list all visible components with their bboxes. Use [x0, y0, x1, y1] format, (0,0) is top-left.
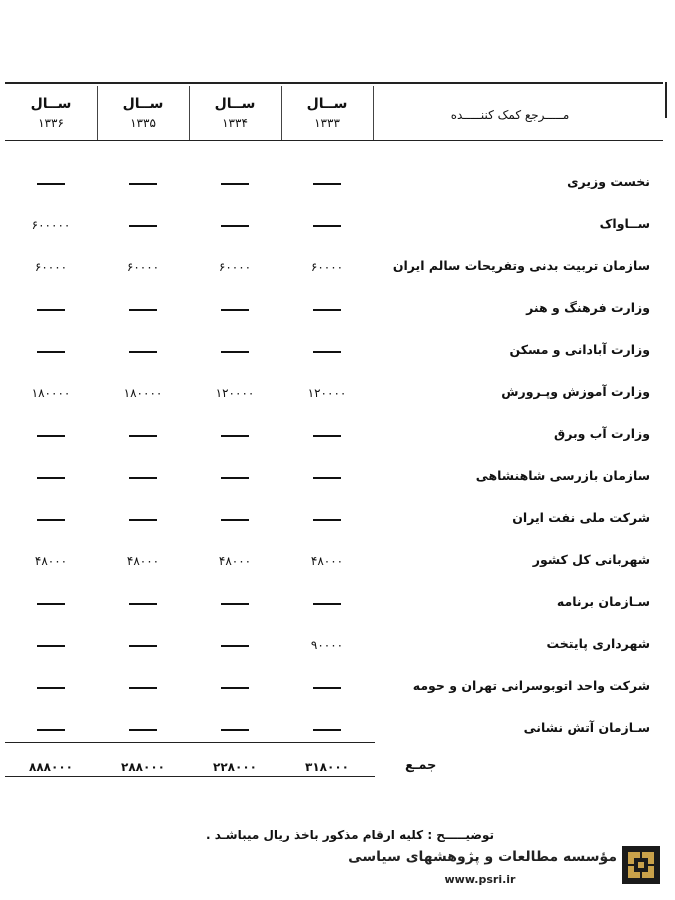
institute-logo-icon	[622, 846, 660, 884]
totals-underline	[5, 776, 375, 777]
empty-value-dash	[189, 176, 281, 190]
total-1335: ۲۸۸۰۰۰	[121, 760, 165, 774]
year-word: ســال	[122, 96, 164, 112]
dash-mark	[313, 225, 341, 227]
source-column-header: مـــــرجع کمک کننـــــده	[450, 108, 570, 122]
amount-cell: ۴۸۰۰۰	[34, 554, 68, 568]
empty-value-dash	[5, 176, 97, 190]
row-label: شهربانی کل کشور	[532, 552, 650, 567]
year-word: ســال	[306, 96, 348, 112]
dash-mark	[313, 309, 341, 311]
row-label: وزارت آموزش وپـرورش	[501, 384, 650, 399]
empty-value-dash	[97, 428, 189, 442]
row-label: نخست وزیری	[567, 174, 650, 189]
dash-mark	[313, 351, 341, 353]
column-divider	[373, 86, 374, 140]
row-label: شرکت واحد اتوبوسرانی تهران و حومه	[412, 678, 650, 693]
empty-value-dash	[97, 638, 189, 652]
year-number: ۱۳۳۴	[222, 116, 248, 130]
amount-cell: ۶۰۰۰۰	[218, 260, 252, 274]
amount-cell: ۱۸۰۰۰۰	[123, 386, 163, 400]
dash-mark	[313, 435, 341, 437]
amount-cell: ۴۸۰۰۰	[126, 554, 160, 568]
row-label: شرکت ملی نفت ایران	[512, 510, 650, 525]
total-1336: ۸۸۸۰۰۰	[29, 760, 73, 774]
total-1333: ۳۱۸۰۰۰	[305, 760, 349, 774]
dash-mark	[221, 645, 249, 647]
amount-cell: ۶۰۰۰۰	[34, 260, 68, 274]
dash-mark	[221, 477, 249, 479]
dash-mark	[313, 603, 341, 605]
dash-mark	[37, 645, 65, 647]
amount-cell: ۶۰۰۰۰	[310, 260, 344, 274]
header-top-rule	[5, 82, 663, 84]
amount-cell: ۱۸۰۰۰۰	[31, 386, 71, 400]
amount-cell: ۱۲۰۰۰۰	[215, 386, 255, 400]
dash-mark	[221, 603, 249, 605]
empty-value-dash	[97, 344, 189, 358]
empty-value-dash	[5, 512, 97, 526]
empty-value-dash	[281, 428, 373, 442]
row-label: شهرداری پایتخت	[546, 636, 650, 651]
total-1334: ۲۲۸۰۰۰	[213, 760, 257, 774]
dash-mark	[129, 309, 157, 311]
empty-value-dash	[97, 596, 189, 610]
empty-value-dash	[281, 218, 373, 232]
dash-mark	[129, 519, 157, 521]
dash-mark	[37, 603, 65, 605]
dash-mark	[37, 183, 65, 185]
dash-mark	[221, 309, 249, 311]
dash-mark	[129, 603, 157, 605]
empty-value-dash	[5, 470, 97, 484]
dash-mark	[221, 225, 249, 227]
dash-mark	[37, 351, 65, 353]
amount-cell: ۹۰۰۰۰	[310, 638, 344, 652]
row-label: وزارت آبادانی و مسکن	[509, 342, 650, 357]
dash-mark	[221, 435, 249, 437]
dash-mark	[37, 309, 65, 311]
dash-mark	[37, 519, 65, 521]
dash-mark	[221, 183, 249, 185]
empty-value-dash	[281, 596, 373, 610]
dash-mark	[129, 687, 157, 689]
empty-value-dash	[189, 680, 281, 694]
empty-value-dash	[281, 512, 373, 526]
amount-cell: ۱۲۰۰۰۰	[307, 386, 347, 400]
dash-mark	[37, 477, 65, 479]
empty-value-dash	[189, 512, 281, 526]
dash-mark	[37, 687, 65, 689]
empty-value-dash	[189, 218, 281, 232]
empty-value-dash	[5, 344, 97, 358]
empty-value-dash	[97, 218, 189, 232]
dash-mark	[37, 729, 65, 731]
dash-mark	[129, 645, 157, 647]
year-number: ۱۳۳۶	[38, 116, 64, 130]
amount-cell: ۶۰۰۰۰	[126, 260, 160, 274]
empty-value-dash	[5, 596, 97, 610]
footnote: توضیـــــح : کلیه ارقام مذکور باخذ ریال میباشـد .	[206, 828, 494, 842]
dash-mark	[129, 435, 157, 437]
empty-value-dash	[189, 428, 281, 442]
year-word: ســال	[214, 96, 256, 112]
amount-cell: ۴۸۰۰۰	[310, 554, 344, 568]
dash-mark	[221, 351, 249, 353]
amount-cell: ۴۸۰۰۰	[218, 554, 252, 568]
empty-value-dash	[189, 596, 281, 610]
dash-mark	[221, 687, 249, 689]
year-number: ۱۳۳۳	[314, 116, 340, 130]
empty-value-dash	[281, 176, 373, 190]
amount-cell: ۶۰۰۰۰۰	[31, 218, 71, 232]
total-label: جمـع	[405, 758, 437, 773]
dash-mark	[129, 477, 157, 479]
dash-mark	[129, 351, 157, 353]
totals-rule	[5, 742, 375, 743]
watermark-url: www.psri.ir	[444, 873, 516, 886]
empty-value-dash	[97, 470, 189, 484]
empty-value-dash	[5, 428, 97, 442]
dash-mark	[221, 729, 249, 731]
empty-value-dash	[189, 638, 281, 652]
dash-mark	[221, 519, 249, 521]
dash-mark	[129, 225, 157, 227]
row-label: وزارت فرهنگ و هنر	[526, 300, 650, 315]
dash-mark	[37, 435, 65, 437]
right-edge-rule	[665, 82, 667, 118]
empty-value-dash	[281, 722, 373, 736]
empty-value-dash	[97, 680, 189, 694]
empty-value-dash	[281, 470, 373, 484]
empty-value-dash	[5, 302, 97, 316]
empty-value-dash	[97, 302, 189, 316]
year-header-1336	[5, 96, 97, 130]
empty-value-dash	[189, 302, 281, 316]
row-label: سـازمان آتش نشانی	[523, 720, 650, 735]
dash-mark	[313, 729, 341, 731]
dash-mark	[313, 183, 341, 185]
empty-value-dash	[189, 344, 281, 358]
header-bottom-rule	[5, 140, 663, 141]
year-word: ســال	[30, 96, 72, 112]
dash-mark	[129, 183, 157, 185]
empty-value-dash	[189, 470, 281, 484]
empty-value-dash	[189, 722, 281, 736]
row-label: وزارت آب وبرق	[554, 426, 650, 441]
empty-value-dash	[5, 680, 97, 694]
row-label: سازمان تربیت بدنی وتفریحات سالم ایران	[392, 258, 650, 273]
watermark-name: مؤسسه مطالعات و پژوهشهای سیاسی	[348, 849, 617, 865]
year-header-1333	[281, 96, 373, 130]
empty-value-dash	[5, 638, 97, 652]
row-label: ســاواک	[599, 216, 650, 231]
empty-value-dash	[281, 302, 373, 316]
dash-mark	[129, 729, 157, 731]
dash-mark	[313, 477, 341, 479]
empty-value-dash	[97, 512, 189, 526]
empty-value-dash	[281, 680, 373, 694]
empty-value-dash	[97, 176, 189, 190]
year-header-1334	[189, 96, 281, 130]
empty-value-dash	[281, 344, 373, 358]
empty-value-dash	[5, 722, 97, 736]
year-number: ۱۳۳۵	[130, 116, 156, 130]
empty-value-dash	[97, 722, 189, 736]
row-label: سازمان بازرسی شاهنشاهی	[475, 468, 650, 483]
row-label: سـازمان برنامه	[556, 594, 650, 609]
dash-mark	[313, 687, 341, 689]
dash-mark	[313, 519, 341, 521]
year-header-1335	[97, 96, 189, 130]
